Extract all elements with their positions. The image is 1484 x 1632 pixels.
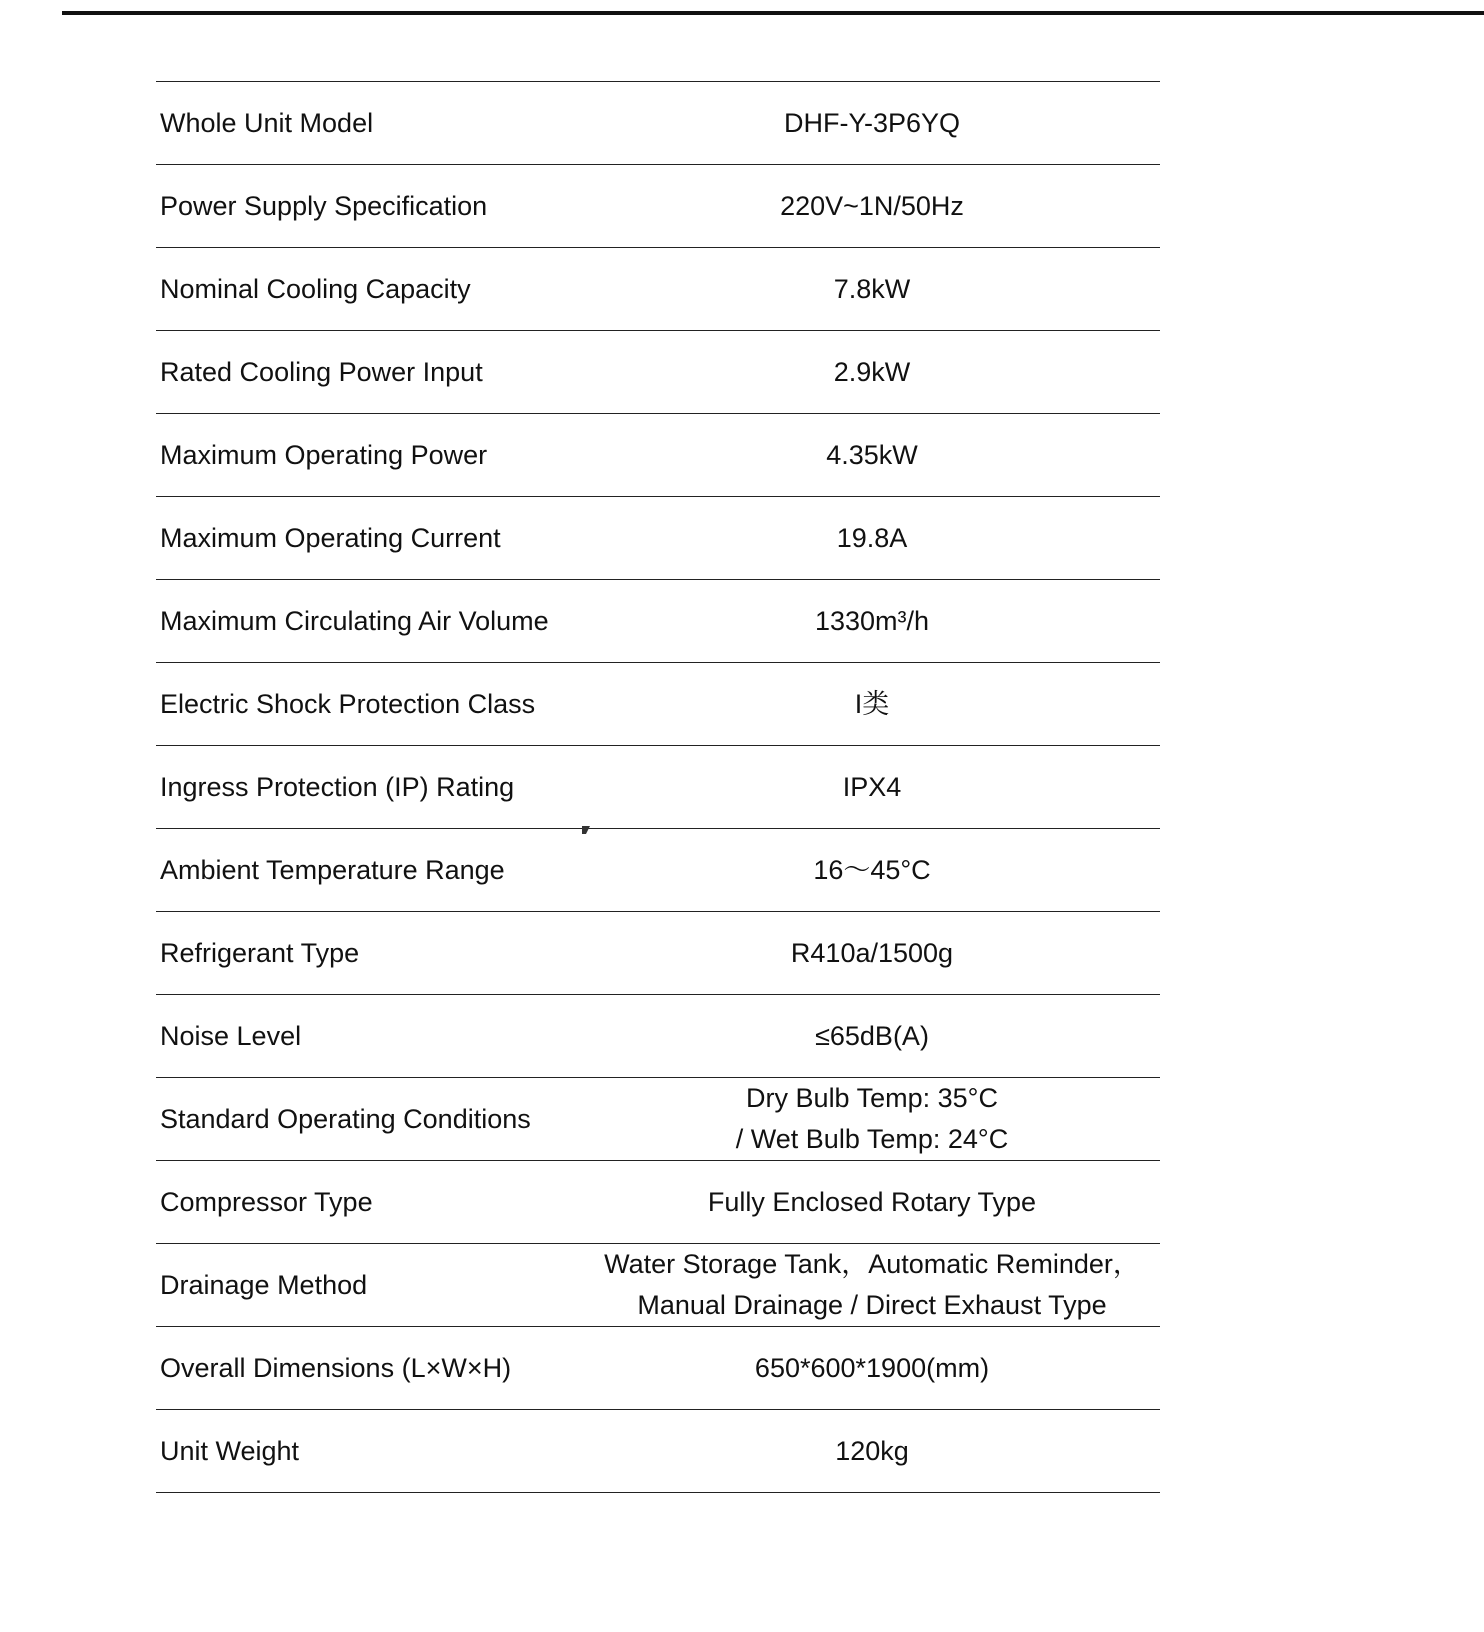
table-row xyxy=(156,1327,1160,1410)
table-row xyxy=(156,580,1160,663)
spec-value: 1330m³/h xyxy=(814,605,930,636)
spec-table xyxy=(156,81,1160,1493)
spec-label: Ambient Temperature Range xyxy=(160,854,505,885)
table-row xyxy=(156,331,1160,414)
table-row xyxy=(156,1078,1160,1161)
spec-label: Maximum Operating Current xyxy=(160,522,501,553)
spec-label: Whole Unit Model xyxy=(160,107,374,138)
spec-label: Maximum Circulating Air Volume xyxy=(160,605,549,636)
table-row xyxy=(156,1161,1160,1244)
spec-value: 2.9kW xyxy=(833,356,911,387)
spec-value: R410a/1500g xyxy=(790,937,954,968)
spec-value: 7.8kW xyxy=(833,273,911,304)
spec-label: Unit Weight xyxy=(160,1435,300,1466)
table-row xyxy=(156,82,1160,165)
table-row xyxy=(156,248,1160,331)
table-row xyxy=(156,414,1160,497)
spec-value: 4.35kW xyxy=(826,439,918,470)
spec-value: Fully Enclosed Rotary Type xyxy=(707,1186,1037,1217)
table-row xyxy=(156,746,1160,829)
table-row xyxy=(156,1410,1160,1493)
table-row xyxy=(156,497,1160,580)
spec-value: I类 xyxy=(854,688,890,719)
spec-value: Water Storage Tank，Automatic Reminder， Manual Drainage / Direct Exhaust Type xyxy=(604,1249,1140,1320)
spec-label: Power Supply Specification xyxy=(160,190,488,221)
spec-value: 19.8A xyxy=(836,522,908,553)
spec-value: IPX4 xyxy=(842,771,902,802)
spec-value: DHF-Y-3P6YQ xyxy=(783,107,961,138)
table-row xyxy=(156,1244,1160,1327)
spec-label: Electric Shock Protection Class xyxy=(160,688,536,719)
spec-label: Drainage Method xyxy=(160,1269,368,1300)
spec-value: 120kg xyxy=(835,1435,909,1466)
spec-value: 650*600*1900(mm) xyxy=(754,1352,990,1383)
spec-label: Refrigerant Type xyxy=(160,937,360,968)
spec-value: 16～45°C xyxy=(813,854,931,885)
spec-label: Ingress Protection (IP) Rating xyxy=(160,771,515,802)
table-row xyxy=(156,829,1160,912)
spec-value: ≤65dB(A) xyxy=(815,1020,929,1051)
spec-label: Noise Level xyxy=(160,1020,302,1051)
table-row xyxy=(156,165,1160,248)
table-row xyxy=(156,912,1160,995)
spec-label: Rated Cooling Power Input xyxy=(160,356,483,387)
stray-mark xyxy=(582,826,590,834)
spec-label: Overall Dimensions (L×W×H) xyxy=(160,1352,512,1383)
spec-value: Dry Bulb Temp: 35°C / Wet Bulb Temp: 24°C xyxy=(735,1083,1009,1154)
spec-label: Nominal Cooling Capacity xyxy=(160,273,471,304)
spec-label: Maximum Operating Power xyxy=(160,439,488,470)
spec-label: Standard Operating Conditions xyxy=(160,1103,531,1134)
top-rule xyxy=(62,11,1484,15)
spec-label: Compressor Type xyxy=(160,1186,373,1217)
table-row xyxy=(156,663,1160,746)
spec-value: 220V~1N/50Hz xyxy=(780,190,964,221)
table-row xyxy=(156,995,1160,1078)
